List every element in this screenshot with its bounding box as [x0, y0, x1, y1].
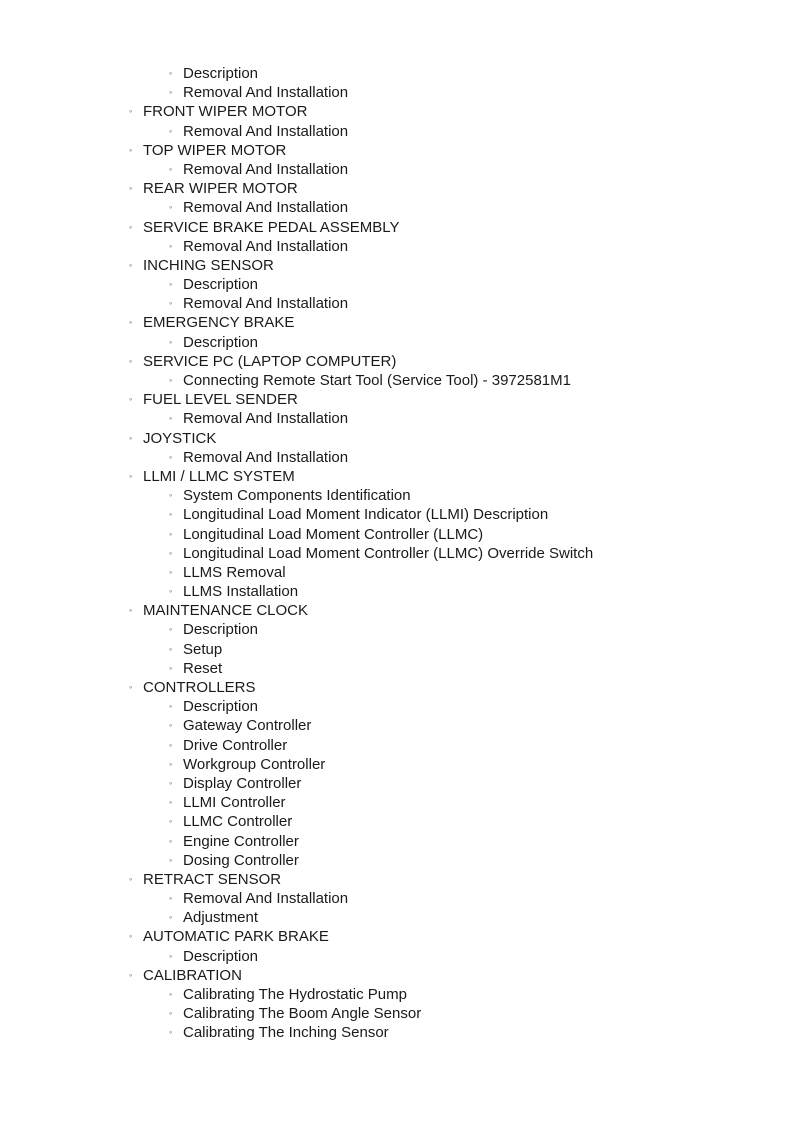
section-heading-text: RETRACT SENSOR — [143, 870, 282, 888]
bullet-icon: ◦ — [169, 854, 173, 865]
subsection-item — [0, 716, 794, 735]
subsection-text: Calibrating The Inching Sensor — [183, 1024, 389, 1042]
bullet-icon: ◦ — [169, 125, 173, 136]
bullet-icon: ◦ — [169, 87, 173, 98]
bullet-icon: ◦ — [129, 969, 133, 980]
subsection-item — [0, 294, 794, 313]
bullet-icon: ◦ — [169, 528, 173, 539]
subsection-text: Removal And Installation — [183, 237, 349, 255]
section-heading-item — [0, 927, 794, 946]
subsection-item — [0, 640, 794, 659]
subsection-item — [0, 83, 794, 102]
bullet-icon: ◦ — [169, 816, 173, 827]
subsection-item — [0, 659, 794, 678]
bullet-icon: ◦ — [169, 989, 173, 999]
subsection-text: Removal And Installation — [183, 160, 349, 178]
subsection-item — [0, 1023, 794, 1042]
bullet-icon: ◦ — [169, 912, 173, 923]
subsection-text: Description — [183, 621, 259, 639]
subsection-text: Workgroup Controller — [183, 755, 326, 773]
subsection-text: Gateway Controller — [183, 717, 312, 735]
bullet-icon: ◦ — [169, 375, 173, 385]
section-heading-text: FRONT WIPER MOTOR — [143, 103, 308, 121]
subsection-text: Description — [183, 947, 259, 965]
section-heading-item — [0, 966, 794, 985]
section-heading-text: CALIBRATION — [143, 966, 242, 984]
section-heading-text: SERVICE BRAKE PEDAL ASSEMBLY — [143, 218, 400, 236]
bullet-icon: ◦ — [169, 1027, 173, 1038]
subsection-item — [0, 774, 794, 793]
subsection-item — [0, 275, 794, 294]
subsection-text: Adjustment — [183, 909, 259, 927]
bullet-icon: ◦ — [129, 106, 133, 117]
subsection-item — [0, 486, 794, 505]
subsection-item — [0, 198, 794, 217]
subsection-text: Engine Controller — [183, 832, 299, 850]
subsection-text: Removal And Installation — [183, 410, 349, 428]
subsection-item — [0, 525, 794, 544]
bullet-icon: ◦ — [129, 317, 133, 328]
bullet-icon: ◦ — [169, 566, 173, 577]
bullet-icon: ◦ — [169, 1008, 173, 1019]
subsection-item — [0, 563, 794, 582]
bullet-icon: ◦ — [169, 643, 173, 654]
bullet-icon: ◦ — [169, 413, 173, 424]
bullet-icon: ◦ — [169, 298, 173, 309]
section-heading-text: MAINTENANCE CLOCK — [143, 602, 309, 620]
bullet-icon: ◦ — [169, 720, 173, 731]
subsection-item — [0, 122, 794, 141]
subsection-text: Removal And Installation — [183, 84, 349, 102]
subsection-text: Removal And Installation — [183, 199, 349, 217]
subsection-item — [0, 812, 794, 831]
bullet-icon: ◦ — [129, 682, 133, 692]
subsection-text: Longitudinal Load Moment Controller (LLMC) — [183, 525, 484, 543]
bullet-icon: ◦ — [169, 509, 173, 520]
subsection-text: Calibrating The Boom Angle Sensor — [183, 1005, 422, 1023]
bullet-icon: ◦ — [169, 451, 173, 462]
bullet-icon: ◦ — [129, 432, 133, 443]
section-heading-item — [0, 870, 794, 889]
subsection-item — [0, 505, 794, 524]
subsection-item — [0, 448, 794, 467]
subsection-item — [0, 544, 794, 563]
subsection-item — [0, 409, 794, 428]
subsection-text: LLMS Removal — [183, 563, 286, 581]
section-heading-item — [0, 179, 794, 198]
subsection-item — [0, 908, 794, 927]
subsection-item — [0, 371, 794, 390]
section-heading-item — [0, 313, 794, 332]
subsection-item — [0, 620, 794, 639]
bullet-icon: ◦ — [169, 490, 173, 501]
bullet-icon: ◦ — [129, 394, 133, 405]
section-heading-text: INCHING SENSOR — [143, 256, 274, 274]
subsection-text: Description — [183, 698, 259, 716]
subsection-text: Removal And Installation — [183, 295, 349, 313]
section-heading-text: EMERGENCY BRAKE — [143, 314, 295, 332]
bullet-icon: ◦ — [169, 950, 173, 961]
section-heading-item — [0, 390, 794, 409]
bullet-icon: ◦ — [169, 547, 173, 558]
bullet-icon: ◦ — [129, 931, 133, 942]
bullet-icon: ◦ — [169, 586, 173, 597]
bullet-icon: ◦ — [169, 279, 173, 290]
section-heading-text: SERVICE PC (LAPTOP COMPUTER) — [143, 352, 397, 370]
section-heading-item — [0, 102, 794, 121]
subsection-item — [0, 64, 794, 83]
section-heading-item — [0, 678, 794, 697]
section-heading-text: FUEL LEVEL SENDER — [143, 391, 298, 409]
subsection-text: Removal And Installation — [183, 890, 349, 908]
bullet-icon: ◦ — [129, 221, 133, 232]
subsection-item — [0, 985, 794, 1004]
subsection-item — [0, 1004, 794, 1023]
subsection-item — [0, 697, 794, 716]
subsection-item — [0, 237, 794, 256]
subsection-item — [0, 333, 794, 352]
bullet-icon: ◦ — [129, 470, 133, 481]
section-heading-item — [0, 256, 794, 275]
bullet-icon: ◦ — [169, 202, 173, 213]
subsection-item — [0, 755, 794, 774]
subsection-text: Longitudinal Load Moment Controller (LLMC) Override Switch — [183, 544, 594, 562]
subsection-item — [0, 160, 794, 179]
section-heading-text: JOYSTICK — [143, 429, 217, 447]
section-heading-item — [0, 429, 794, 448]
bullet-icon: ◦ — [169, 797, 173, 808]
subsection-item — [0, 736, 794, 755]
bullet-icon: ◦ — [169, 701, 173, 712]
subsection-text: Description — [183, 276, 259, 294]
subsection-text: LLMS Installation — [183, 583, 299, 601]
bullet-icon: ◦ — [169, 893, 173, 904]
section-heading-item — [0, 467, 794, 486]
subsection-text: Calibrating The Hydrostatic Pump — [183, 986, 407, 1003]
subsection-item — [0, 793, 794, 812]
bullet-icon: ◦ — [129, 259, 133, 270]
bullet-icon: ◦ — [169, 758, 173, 769]
bullet-icon: ◦ — [129, 873, 133, 884]
subsection-text: Reset — [183, 659, 223, 677]
subsection-text: Longitudinal Load Moment Indicator (LLMI) Description — [183, 506, 549, 524]
bullet-icon: ◦ — [169, 777, 173, 788]
subsection-text: Drive Controller — [183, 736, 288, 754]
bullet-icon: ◦ — [129, 183, 133, 194]
bullet-icon: ◦ — [169, 163, 173, 174]
bullet-icon: ◦ — [129, 355, 133, 366]
subsection-text: System Components Identification — [183, 487, 411, 505]
bullet-icon: ◦ — [169, 662, 173, 673]
bullet-icon: ◦ — [169, 68, 173, 78]
bullet-icon: ◦ — [169, 336, 173, 347]
section-heading-text: CONTROLLERS — [143, 679, 256, 696]
section-heading-text: TOP WIPER MOTOR — [143, 141, 287, 159]
subsection-item — [0, 947, 794, 966]
subsection-text: Setup — [183, 640, 223, 658]
bullet-icon: ◦ — [169, 835, 173, 846]
bullet-icon: ◦ — [169, 240, 173, 251]
bullet-icon: ◦ — [169, 739, 173, 750]
section-heading-item — [0, 218, 794, 237]
section-heading-item — [0, 141, 794, 160]
subsection-text: Dosing Controller — [183, 851, 299, 869]
subsection-text: Description — [183, 333, 259, 351]
subsection-text: LLMC Controller — [183, 813, 293, 831]
subsection-text: Description — [183, 65, 259, 82]
table-of-contents-list — [0, 64, 794, 1043]
subsection-item — [0, 832, 794, 851]
subsection-item — [0, 889, 794, 908]
bullet-icon: ◦ — [129, 605, 133, 616]
bullet-icon: ◦ — [129, 144, 133, 155]
subsection-text: Display Controller — [183, 774, 302, 792]
section-heading-item — [0, 601, 794, 620]
subsection-item — [0, 582, 794, 601]
section-heading-item — [0, 352, 794, 371]
section-heading-text: AUTOMATIC PARK BRAKE — [143, 928, 329, 946]
section-heading-text: LLMI / LLMC SYSTEM — [143, 467, 295, 485]
section-heading-text: REAR WIPER MOTOR — [143, 180, 298, 198]
subsection-item — [0, 851, 794, 870]
subsection-text: Connecting Remote Start Tool (Service Tool) - 3972581M1 — [183, 372, 571, 389]
subsection-text: LLMI Controller — [183, 794, 286, 812]
subsection-text: Removal And Installation — [183, 122, 349, 140]
subsection-text: Removal And Installation — [183, 448, 349, 466]
bullet-icon: ◦ — [169, 624, 173, 635]
